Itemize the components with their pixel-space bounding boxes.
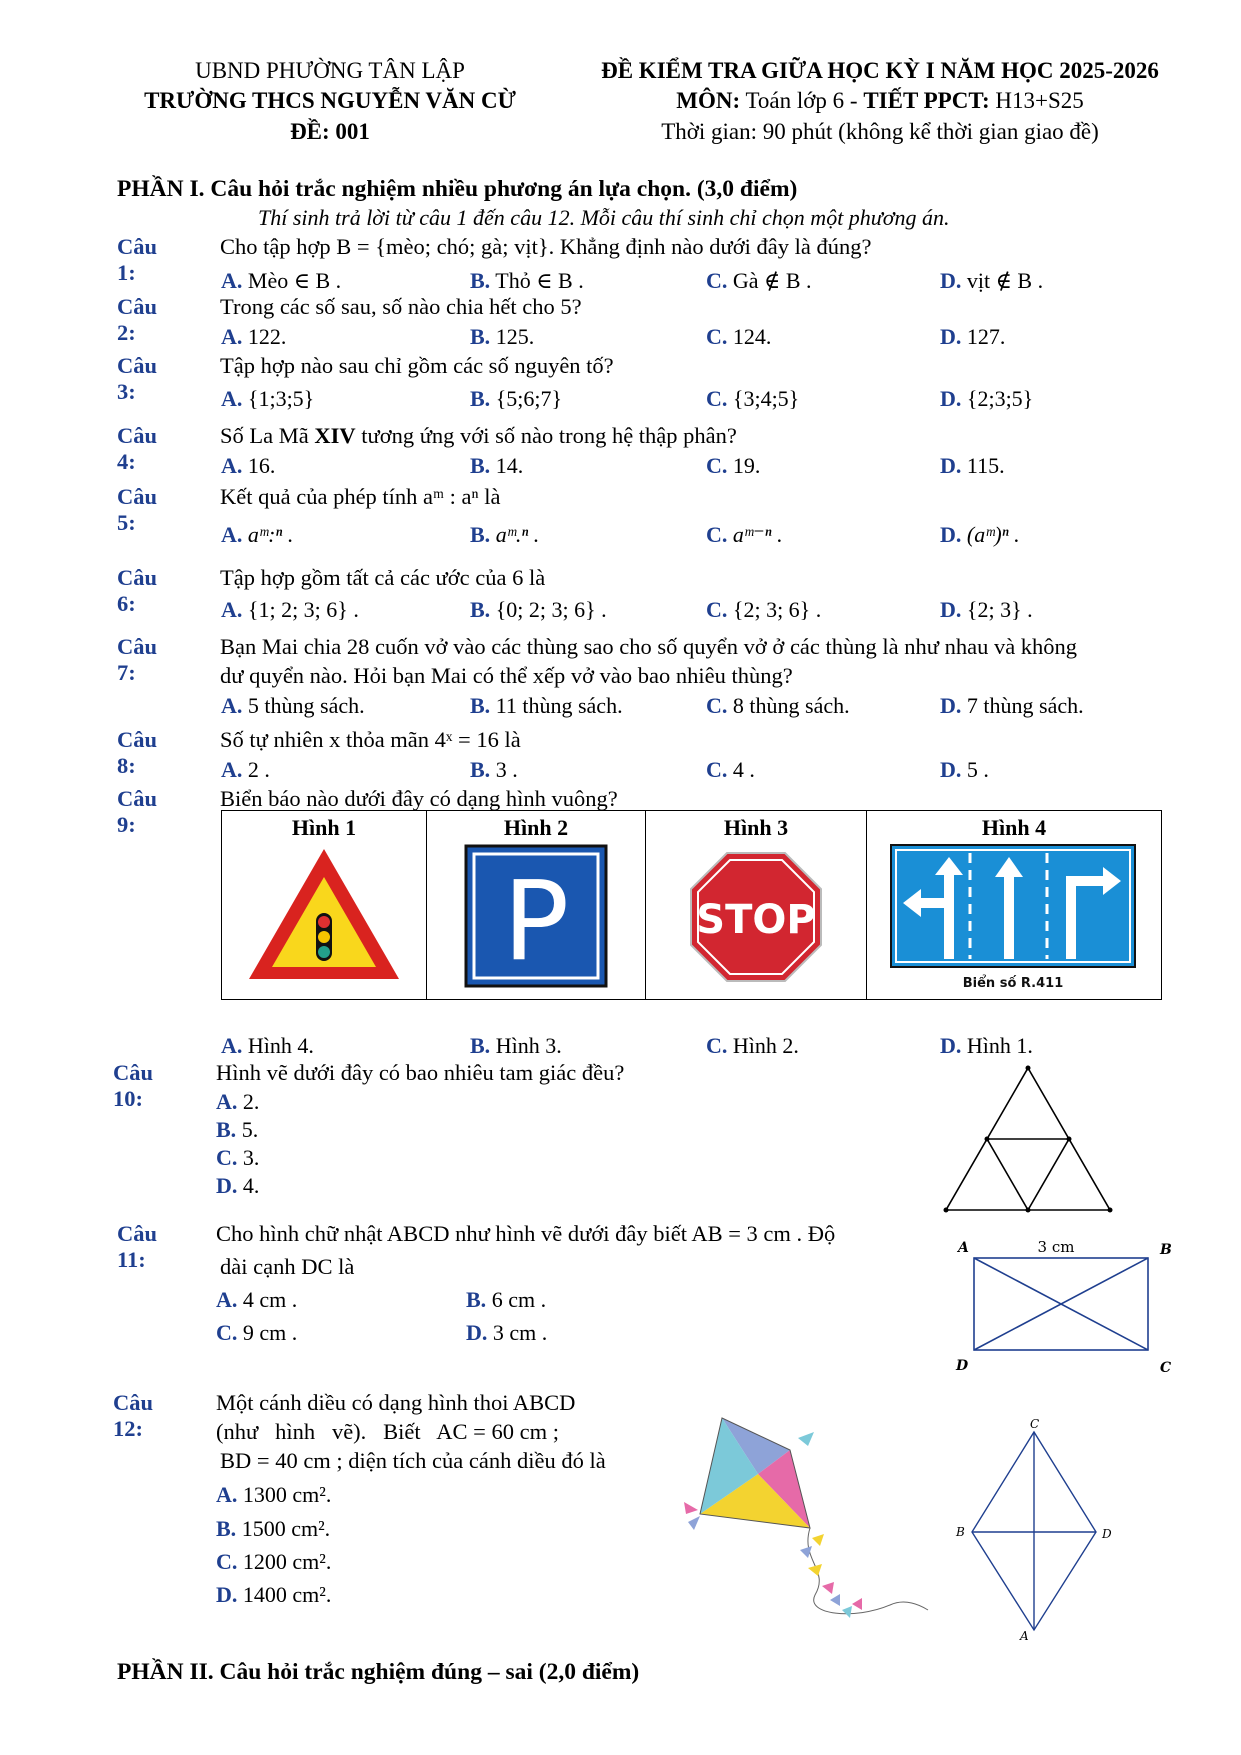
option-b[interactable]: B. 11 thùng sách. (470, 693, 623, 718)
stop-sign-icon (681, 841, 831, 991)
option-b[interactable]: B. Hình 3. (470, 1033, 562, 1058)
rhombus-label-a: A (1020, 1629, 1029, 1643)
option-b[interactable]: B. {0; 2; 3; 6} . (470, 597, 607, 622)
option-c[interactable]: C. 4 . (706, 757, 755, 782)
question-number: Câu 9: (117, 786, 158, 837)
header-exam-title: ĐỀ KIỂM TRA GIỮA HỌC KỲ I NĂM HỌC 2025-2026 (601, 58, 1159, 83)
option-d[interactable]: D. 5 . (940, 757, 989, 782)
option-d[interactable]: D. 115. (940, 453, 1005, 478)
option-c[interactable]: C. 124. (706, 324, 772, 349)
question-text: Số tự nhiên x thỏa mãn 4ˣ = 16 là (220, 727, 521, 752)
option-b[interactable]: B. 14. (470, 453, 524, 478)
traffic-light-warning-icon (239, 841, 409, 991)
option-a[interactable]: A. {1; 2; 3; 6} . (221, 597, 359, 622)
question-text: Kết quả của phép tính aᵐ : aⁿ là (220, 484, 501, 509)
question-number: Câu 3: (117, 353, 158, 404)
rect-label-b: B (1160, 1242, 1172, 1258)
option-b[interactable]: B. 125. (470, 324, 535, 349)
rectangle-abcd-figure (950, 1236, 1180, 1378)
option-d[interactable]: D. 3 cm . (466, 1320, 548, 1345)
option-c[interactable]: C. 8 thùng sách. (706, 693, 850, 718)
option-a[interactable]: A. {1;3;5} (221, 386, 315, 411)
question-text: Bạn Mai chia 28 cuốn vở vào các thùng sao cho số quyển vở ở các thùng là như nhau và không (220, 634, 1078, 659)
option-a[interactable]: A. 16. (221, 453, 276, 478)
question-text: Cho hình chữ nhật ABCD như hình vẽ dưới đây biết AB = 3 cm . Độ (216, 1221, 836, 1246)
sign-cell-4 (867, 811, 1162, 1000)
option-a[interactable]: A. 2. (216, 1089, 260, 1114)
sign-header-3: Hình 3 (723, 815, 789, 840)
question-number: Câu 8: (117, 727, 158, 778)
question-text: Tập hợp nào sau chỉ gồm các số nguyên tố? (220, 353, 614, 378)
sign-header-2: Hình 2 (503, 815, 569, 840)
sign-header-4: Hình 4 (981, 815, 1047, 840)
option-c[interactable]: C. 19. (706, 453, 761, 478)
question-text: Cho tập hợp B = {mèo; chó; gà; vịt}. Khẳng định nào dưới đây là đúng? (220, 234, 872, 259)
question-number: Câu 7: (117, 634, 158, 685)
ppct-value: H13+S25 (995, 88, 1084, 113)
sign-cell-1 (222, 811, 427, 1000)
question-number: Câu 10: (113, 1060, 154, 1111)
option-d[interactable]: D. 1400 cm². (216, 1582, 332, 1607)
question-text: Hình vẽ dưới đây có bao nhiêu tam giác đều? (216, 1060, 625, 1085)
option-b[interactable]: B. 3 . (470, 757, 518, 782)
option-d[interactable]: D. Hình 1. (940, 1033, 1033, 1058)
rect-ab-length: 3 cm (1037, 1238, 1075, 1256)
option-c[interactable]: C. 9 cm . (216, 1320, 298, 1345)
rhombus-abcd-figure (948, 1418, 1128, 1643)
option-c[interactable]: C. 1200 cm². (216, 1549, 332, 1574)
option-c[interactable]: C. {3;4;5} (706, 386, 800, 411)
equilateral-triangles-figure (938, 1062, 1118, 1220)
question-text: Số La Mã XIV tương ứng với số nào trong hệ thập phân? (220, 423, 737, 448)
question-text-line2: dài cạnh DC là (220, 1254, 355, 1279)
option-b[interactable]: B. aᵐ.ⁿ . (470, 522, 540, 547)
option-a[interactable]: A. 1300 cm². (216, 1482, 332, 1507)
rect-label-c: C (1160, 1360, 1172, 1376)
question-number: Câu 1: (117, 234, 158, 285)
option-d[interactable]: D. {2; 3} . (940, 597, 1033, 622)
option-b[interactable]: B. 5. (216, 1117, 259, 1142)
option-d[interactable]: D. 4. (216, 1173, 260, 1198)
option-c[interactable]: C. aᵐ⁻ⁿ . (706, 522, 783, 547)
sign4-caption: Biển số R.411 (962, 976, 1064, 991)
option-b[interactable]: B. 1500 cm². (216, 1516, 331, 1541)
option-d[interactable]: D. 7 thùng sách. (940, 693, 1084, 718)
parking-sign-icon (461, 841, 611, 991)
sign-cell-2 (427, 811, 646, 1000)
question-text: Tập hợp gồm tất cả các ước của 6 là (220, 565, 546, 590)
rhombus-label-b: B (956, 1525, 965, 1539)
part1-title: PHẦN I. Câu hỏi trắc nghiệm nhiều phương án lựa chọn. (3,0 điểm) (117, 176, 798, 202)
sign-cell-3 (646, 811, 867, 1000)
question-number: Câu 4: (117, 423, 158, 474)
question-number: Câu 2: (117, 294, 158, 345)
ppct-label: TIẾT PPCT: (863, 88, 990, 113)
option-b[interactable]: B. Thỏ ∈ B . (470, 268, 584, 293)
signs-table (221, 810, 1162, 1000)
option-a[interactable]: A. Mèo ∈ B . (221, 268, 342, 293)
question-number: Câu 5: (117, 484, 158, 535)
stop-text: STOP (696, 897, 816, 943)
question-number: Câu 11: (117, 1221, 158, 1272)
lane-direction-sign-icon (869, 841, 1159, 993)
header-department: UBND PHƯỜNG TÂN LẬP (195, 58, 465, 83)
question-text: Trong các số sau, số nào chia hết cho 5? (220, 294, 582, 319)
option-c[interactable]: C. {2; 3; 6} . (706, 597, 822, 622)
header-exam-code: ĐỀ: 001 (290, 119, 370, 144)
parking-letter: P (502, 857, 570, 985)
question-text-line3: BD = 40 cm ; diện tích của cánh diều đó là (220, 1448, 606, 1473)
option-c[interactable]: C. 3. (216, 1145, 260, 1170)
option-d[interactable]: D. 127. (940, 324, 1006, 349)
question-text: Biển báo nào dưới đây có dạng hình vuông? (220, 786, 618, 811)
option-a[interactable]: A. 122. (221, 324, 287, 349)
option-b[interactable]: B. {5;6;7} (470, 386, 563, 411)
option-d[interactable]: D. {2;3;5} (940, 386, 1034, 411)
option-d[interactable]: D. (aᵐ)ⁿ . (940, 522, 1020, 547)
rect-label-a: A (958, 1240, 969, 1256)
rhombus-label-d: D (1102, 1527, 1112, 1541)
option-a[interactable]: A. 2 . (221, 757, 270, 782)
question-number: Câu 6: (117, 565, 158, 616)
option-d[interactable]: D. vịt ∉ B . (940, 268, 1044, 293)
option-c[interactable]: C. Gà ∉ B . (706, 268, 812, 293)
part1-instruction: Thí sinh trả lời từ câu 1 đến câu 12. Mỗi câu thí sinh chỉ chọn một phương án. (258, 205, 950, 230)
subject-value: Toán lớp 6 - (745, 88, 858, 113)
rect-label-d: D (956, 1358, 969, 1374)
option-b[interactable]: B. 6 cm . (466, 1287, 547, 1312)
question-text-line2: (như hình vẽ). Biết AC = 60 cm ; (216, 1419, 559, 1444)
option-a[interactable]: A. aᵐ:ⁿ . (221, 522, 294, 547)
question-text-line2: dư quyển nào. Hỏi bạn Mai có thể xếp vở vào bao nhiêu thùng? (220, 663, 793, 688)
subject-label: MÔN: (676, 88, 741, 113)
header-time: Thời gian: 90 phút (không kể thời gian giao đề) (661, 119, 1099, 144)
header-school: TRƯỜNG THCS NGUYỄN VĂN CỪ (144, 88, 516, 113)
option-a[interactable]: A. 5 thùng sách. (221, 693, 365, 718)
question-number: Câu 12: (113, 1390, 154, 1441)
option-c[interactable]: C. Hình 2. (706, 1033, 799, 1058)
rhombus-label-c: C (1030, 1418, 1040, 1431)
sign-header-1: Hình 1 (291, 815, 357, 840)
option-a[interactable]: A. 4 cm . (216, 1287, 298, 1312)
header-subject-line (560, 88, 1200, 114)
kite-illustration (680, 1410, 930, 1630)
option-a[interactable]: A. Hình 4. (221, 1033, 314, 1058)
question-text: Một cánh diều có dạng hình thoi ABCD (216, 1390, 576, 1415)
part2-title: PHẦN II. Câu hỏi trắc nghiệm đúng – sai (2,0 điểm) (117, 1659, 640, 1685)
